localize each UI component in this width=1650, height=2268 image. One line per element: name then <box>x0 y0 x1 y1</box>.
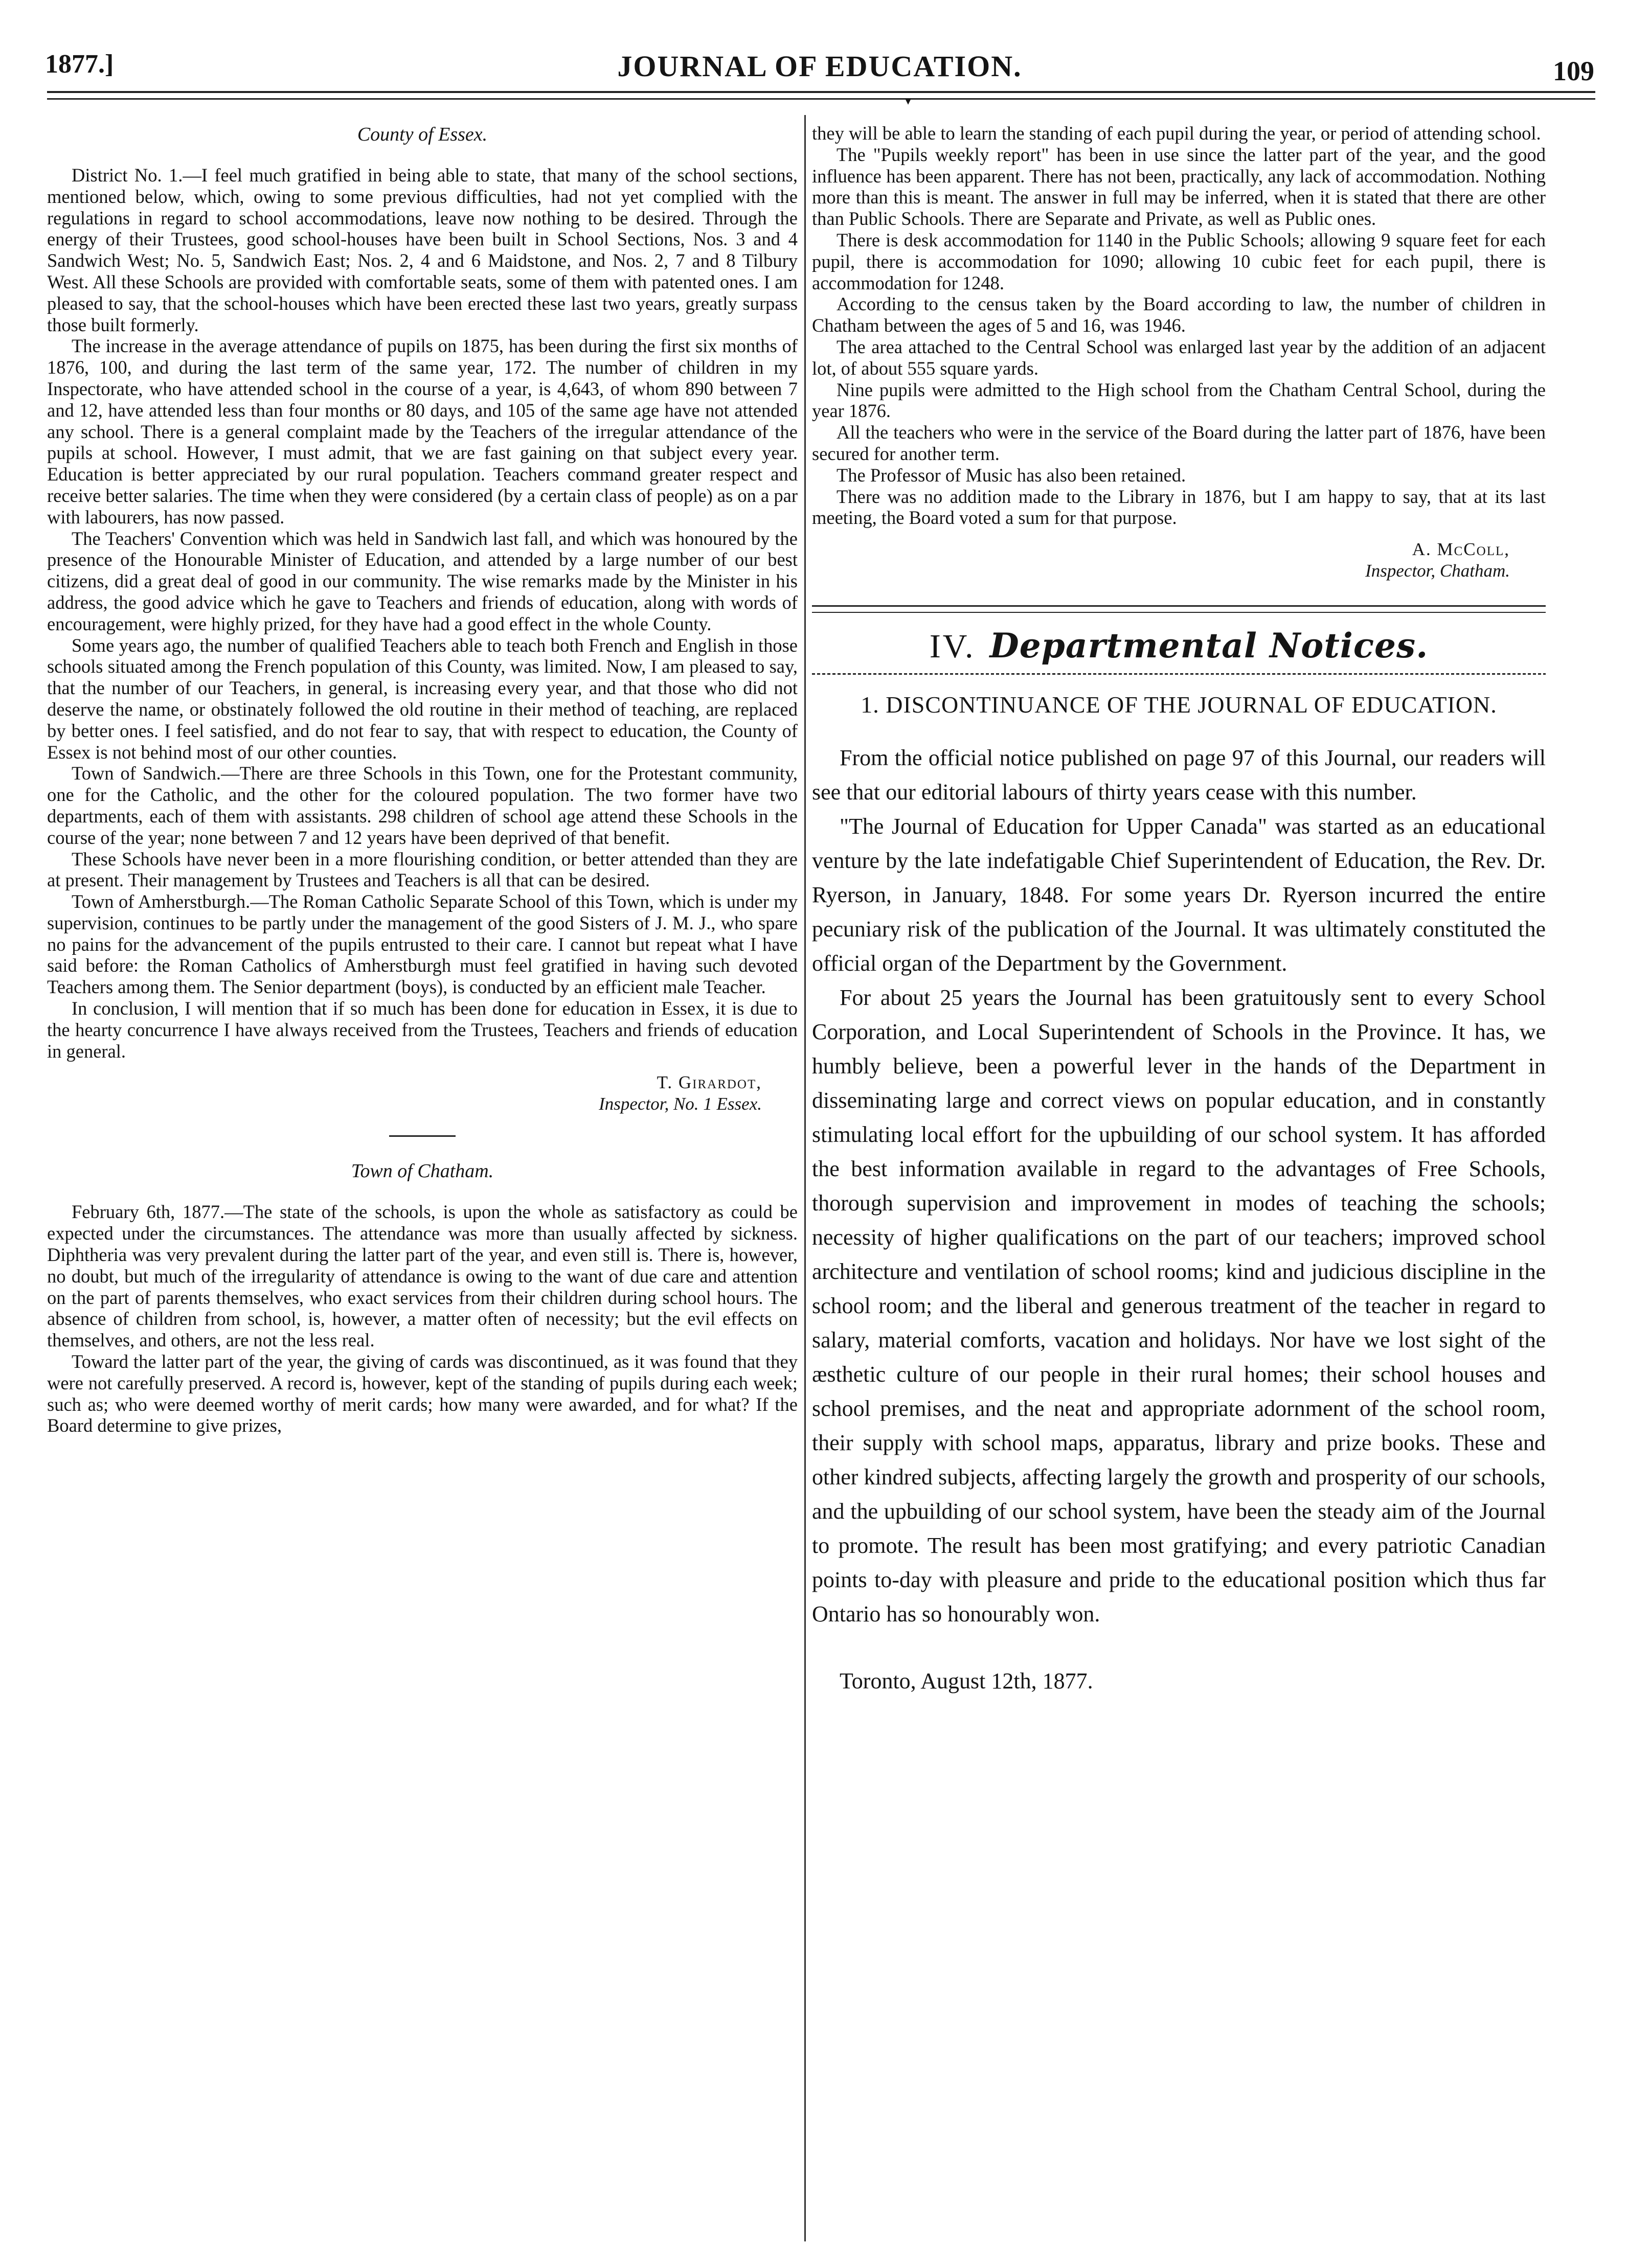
double-rule <box>812 612 1546 613</box>
journal-title: JOURNAL OF EDUCATION. <box>617 50 1022 83</box>
chatham-paragraph: There is desk accommodation for 1140 in the Public Schools; allowing 9 square feet for each pupil, there is accommodation for 1090; allowing 10 cubic feet for each pupil, there is accommodation for 1248. <box>812 229 1546 293</box>
section-heading-text: Departmental Notices. <box>989 626 1429 666</box>
essex-paragraph: The increase in the average attendance of pupils on 1875, has been during the first six months of 1876, 100, and during the last term of the same year, 172. The number of children in my Inspectorate, who have attended school in the course of a year, is 4,643, of whom 890 between 7 and 12, have attended less than four months or 80 days, and 105 of the same age have not attended any school. There is a general complaint made by the Teachers of the irregular attendance of the pupils at school. However, I must admit, that we are fast gaining on that subject every year. Education is better appreciated by our rural population. Teachers command greater respect and receive better salaries. The time when they were considered (by a certain class of people) as on a par with labourers, has now passed. <box>47 335 798 528</box>
chatham-paragraph: Nine pupils were admitted to the High school from the Chatham Central School, during the year 1876. <box>812 379 1546 422</box>
running-head-year: 1877.] <box>45 50 114 79</box>
section-separator <box>389 1135 456 1137</box>
essex-paragraph: District No. 1.—I feel much gratified in being able to state, that many of the school sections, mentioned below, which, owing to some previous difficulties, had not yet complied with the regulations in regard to school accommodations, leave now nothing to be desired. Through the energy of their Trustees, good school-houses have been built in School Sections, Nos. 3 and 4 Sandwich West; No. 5, Sandwich East; Nos. 2, 4 and 6 Maidstone, and Nos. 2, 7 and 8 Tilbury West. All these Schools are provided with comfortable seats, some of them with patented ones. I am pleased to say, that the school-houses which have been erected these last two years, greatly surpass those built formerly. <box>47 165 798 335</box>
article-title: 1. DISCONTINUANCE OF THE JOURNAL OF EDUCATION. <box>861 692 1497 718</box>
right-column <box>812 123 1546 1698</box>
signature-title: Inspector, No. 1 Essex. <box>599 1094 762 1114</box>
essex-paragraph: Town of Sandwich.—There are three Schools in this Town, one for the Protestant community, one for the Catholic, and the other for the coloured population. The two former have two departments, each of them with assistants. 298 children of school age attend these Schools in the course of the year; none between 7 and 12 years have been deprived of that benefit. <box>47 763 798 848</box>
signature-name: T. Girardot, <box>657 1072 762 1093</box>
rule-ornament-icon: ▾ <box>905 95 912 108</box>
dateline: Toronto, August 12th, 1877. <box>840 1668 1093 1694</box>
departmental-notices-heading <box>812 625 1546 667</box>
page-number: 109 <box>1553 56 1594 86</box>
essex-paragraph: These Schools have never been in a more flourishing condition, or better attended than they are at present. Their management by Trustees and Teachers is all that can be desired. <box>47 848 798 891</box>
essex-paragraph: Town of Amherstburgh.—The Roman Catholic Separate School of this Town, which is under my supervision, continues to be partly under the management of the good Sisters of J. M. J., who spare no pains for the advancement of the pupils entrusted to their care. I cannot but repeat what I have said before: the Roman Catholics of Amherstburgh must feel gratified in having such devoted Teachers among them. The Senior department (boys), is conducted by an efficient male Teacher. <box>47 891 798 998</box>
signature-title: Inspector, Chatham. <box>1365 561 1510 581</box>
chatham-continuation: they will be able to learn the standing of each pupil during the year, or period of attending school. <box>812 123 1541 144</box>
signature-name: A. McColl, <box>1412 539 1510 560</box>
chatham-paragraph: February 6th, 1877.—The state of the schools, is upon the whole as satisfactory as could be expected under the circumstances. The attendance was more than usually affected by sickness. Diphtheria was very prevalent during the latter part of the year, and even still is. There is, however, no doubt, but much of the irregularity of attendance is owing to the want of due care and attention on the part of parents themselves, who exact services from their children during school hours. The absence of children from school, is, however, a matter often of necessity; but the evil effects on themselves, and others, are not the less real. <box>47 1201 798 1351</box>
notice-paragraph: From the official notice published on page 97 of this Journal, our readers will see that our editorial labours of thirty years cease with this number. <box>812 745 1546 805</box>
chatham-paragraph: The "Pupils weekly report" has been in use since the latter part of the year, and the good influence has been apparent. There has not been, practically, any lack of accommodation. Nothing more than this is meant. The answer in full may be inferred, when it is stated that there are other than Public Schools. There are Separate and Private, as well as Public ones. <box>812 144 1546 230</box>
section-title-essex: County of Essex. <box>357 124 488 145</box>
essex-paragraph: Some years ago, the number of qualified Teachers able to teach both French and English in those schools situated among the French population of this County, was limited. Now, I am pleased to say, that the number of our Teachers, in general, is increasing every year, and that those who did not deserve the name, or obstinately followed the old routine in their method of teaching, are replaced by better ones. I feel satisfied, and do not fear to say, that with respect to education, the County of Essex is not behind most of our other counties. <box>47 634 798 763</box>
header-rule-thin <box>47 98 1595 100</box>
chatham-paragraph: The area attached to the Central School was enlarged last year by the addition of an adjacent lot, of about 555 square yards. <box>812 336 1546 379</box>
section-head-rules <box>812 605 1546 613</box>
double-rule <box>812 605 1546 607</box>
chatham-paragraph: The Professor of Music has also been retained. <box>837 464 1186 486</box>
essex-paragraph: The Teachers' Convention which was held in Sandwich last fall, and which was honoured by the presence of the Honourable Minister of Education, and attended by a large number of our best citizens, did a great deal of good in our community. The wise remarks made by the Minister in his address, the good advice which he gave to Teachers and friends of education, along with words of encouragement, were highly prized, for they have had a good effect in the whole County. <box>47 528 798 634</box>
chatham-paragraph: Toward the latter part of the year, the giving of cards was discontinued, as it was found that they were not carefully preserved. A record is, however, kept of the standing of pupils during each week; such as; who were deemed worthy of merit cards; how many were awarded, and for what? If the Board determine to give prizes, <box>47 1351 798 1436</box>
chatham-paragraph: According to the census taken by the Board according to law, the number of children in Chatham between the ages of 5 and 16, was 1946. <box>812 293 1546 336</box>
signature-chatham <box>812 539 1510 582</box>
notice-paragraph: For about 25 years the Journal has been gratuitously sent to every School Corporation, and Local Superintendent of Schools in the Province. It has, we humbly believe, been a powerful lever in the hands of the Department in disseminating large and correct views on popular education, and in constantly stimulating local effort for the upbuilding of our school system. It has afforded the best information available in regard to the advantages of Free Schools, thorough supervision and improvement in modes of teaching the schools; necessity of higher qualifications on the part of our teachers; improved school architecture and ventilation of school rooms; kind and judicious discipline in the school room; and the liberal and generous treatment of the teacher in regard to salary, material comforts, vacation and holidays. Nor have we lost sight of the æsthetic culture of our people in their rural homes; their school houses and school premises, and the neat and appropriate adornment of the school room, their supply with school maps, apparatus, library and prize books. These and other kindred subjects, affecting largely the growth and prosperity of our schools, and the upbuilding of our school system, have been the steady aim of the Journal to promote. The result has been most gratifying; and every patriotic Canadian points to-day with pleasure and pride to the educational position which thus far Ontario has so honourably won. <box>812 985 1546 1627</box>
chatham-paragraph: All the teachers who were in the service of the Board during the latter part of 1876, have been secured for another term. <box>812 422 1546 464</box>
header-rule <box>47 91 1595 93</box>
wavy-rule <box>812 671 1546 677</box>
chatham-paragraph: There was no addition made to the Library in 1876, but I am happy to say, that at its last meeting, the Board voted a sum for that purpose. <box>812 486 1546 529</box>
notice-paragraph: "The Journal of Education for Upper Canada" was started as an educational venture by the late indefatigable Chief Superintendent of Education, the Rev. Dr. Ryerson, in January, 1848. For some years Dr. Ryerson incurred the entire pecuniary risk of the publication of the Journal. It was ultimately constituted the official organ of the Department by the Government. <box>812 814 1546 976</box>
section-title-chatham: Town of Chatham. <box>351 1160 494 1182</box>
essex-paragraph: In conclusion, I will mention that if so much has been done for education in Essex, it is due to the hearty concurrence I have always received from the Trustees, Teachers and friends of education in general. <box>47 998 798 1062</box>
left-column <box>47 123 798 1436</box>
section-numeral: IV. <box>929 628 976 666</box>
column-divider <box>804 115 806 2241</box>
signature-essex <box>47 1072 762 1115</box>
